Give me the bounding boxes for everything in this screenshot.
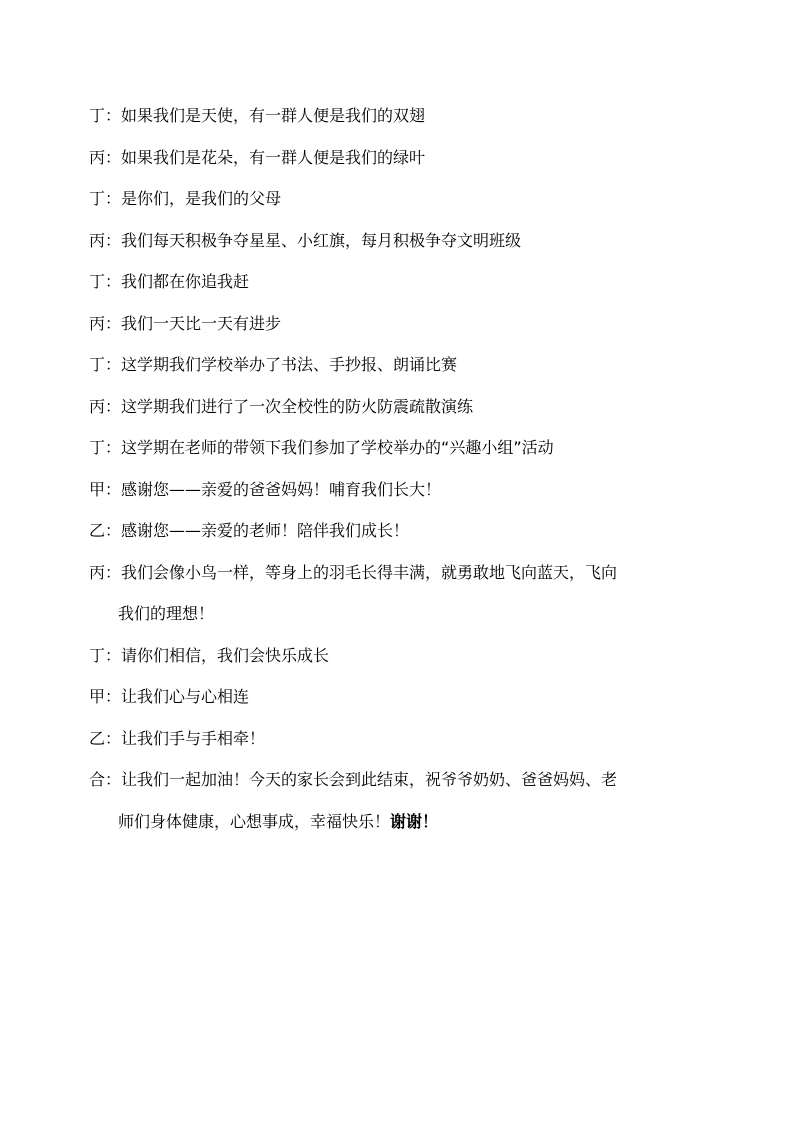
speaker-label: 丙 [89, 562, 106, 582]
line-text-continuation: 师们身体健康，心想事成，幸福快乐！ [118, 811, 391, 831]
line-text: 我们一天比一天有进步 [121, 313, 282, 333]
speaker-label: 乙 [89, 521, 106, 540]
speaker-label: 甲 [89, 687, 106, 706]
speaker-label: 丙 [89, 147, 106, 167]
dialogue-line-wrapped [89, 561, 709, 627]
wrapped-first-row [89, 768, 709, 792]
speaker-colon: ： [105, 479, 122, 499]
speaker-label: 丁 [89, 272, 106, 291]
line-text: 如果我们是花朵，有一群人便是我们的绿叶 [121, 147, 426, 167]
dialogue-line [89, 436, 709, 460]
speaker-colon: ： [105, 438, 122, 457]
line-text: 让我们心与心相连 [121, 687, 250, 706]
dialogue-line [89, 104, 709, 128]
speaker-label: 乙 [89, 728, 106, 748]
speaker-colon: ： [105, 355, 122, 374]
dialogue-line [89, 519, 709, 543]
speaker-colon: ： [105, 687, 122, 706]
speaker-colon: ： [105, 313, 122, 333]
speaker-colon: ： [105, 230, 122, 250]
speaker-label: 丁 [89, 106, 106, 125]
speaker-colon: ： [105, 645, 122, 665]
dialogue-script [89, 104, 709, 851]
speaker-colon: ： [105, 521, 122, 540]
speaker-colon: ： [105, 728, 122, 748]
dialogue-line [89, 478, 709, 502]
dialogue-line [89, 644, 709, 668]
line-text: 如果我们是天使，有一群人便是我们的双翅 [121, 106, 426, 125]
line-text: 感谢您——亲爱的老师！陪伴我们成长！ [121, 521, 410, 540]
speaker-label: 丙 [89, 230, 106, 250]
speaker-colon: ： [105, 272, 122, 291]
dialogue-line [89, 146, 709, 170]
speaker-label: 丁 [89, 189, 106, 208]
speaker-colon: ： [105, 106, 122, 125]
dialogue-line [89, 685, 709, 709]
line-text: 我们会像小鸟一样，等身上的羽毛长得丰满，就勇敢地飞向蓝天，飞向 [121, 562, 618, 582]
speaker-colon: ： [105, 562, 122, 582]
dialogue-line [89, 229, 709, 253]
speaker-label: 丙 [89, 313, 106, 333]
line-text: 是你们，是我们的父母 [121, 189, 282, 208]
line-text: 让我们一起加油！今天的家长会到此结束，祝爷爷奶奶、爸爸妈妈、老 [121, 770, 618, 789]
closing-continuation [89, 810, 709, 834]
speaker-colon: ： [105, 770, 122, 789]
dialogue-line [89, 187, 709, 211]
line-text: 让我们手与手相牵！ [121, 728, 266, 748]
speaker-colon: ： [105, 396, 122, 416]
dialogue-line [89, 270, 709, 294]
speaker-label: 合 [89, 770, 106, 789]
line-text: 我们都在你追我赶 [121, 272, 250, 291]
speaker-label: 丁 [89, 355, 106, 374]
dialogue-line [89, 312, 709, 336]
speaker-colon: ： [105, 189, 122, 208]
line-text: 这学期我们学校举办了书法、手抄报、朗诵比赛 [121, 355, 458, 374]
line-text: 感谢您——亲爱的爸爸妈妈！哺育我们长大！ [121, 479, 442, 499]
closing-line [89, 768, 709, 834]
line-text: 我们每天积极争夺星星、小红旗，每月积极争夺文明班级 [121, 230, 522, 250]
line-text-continuation: 我们的理想！ [118, 604, 215, 623]
dialogue-line [89, 727, 709, 751]
line-text: 请你们相信，我们会快乐成长 [121, 645, 330, 665]
speaker-label: 丁 [89, 645, 106, 665]
speaker-label: 丁 [89, 438, 106, 457]
line-text: 这学期我们进行了一次全校性的防火防震疏散演练 [121, 396, 474, 416]
speaker-colon: ： [105, 147, 122, 167]
dialogue-line [89, 395, 709, 419]
wrapped-first-row [89, 561, 709, 585]
line-text: 这学期在老师的带领下我们参加了学校举办的“兴趣小组”活动 [121, 438, 554, 457]
speaker-label: 甲 [89, 479, 106, 499]
dialogue-line [89, 353, 709, 377]
speaker-label: 丙 [89, 396, 106, 416]
thanks-text: 谢谢！ [390, 811, 439, 831]
